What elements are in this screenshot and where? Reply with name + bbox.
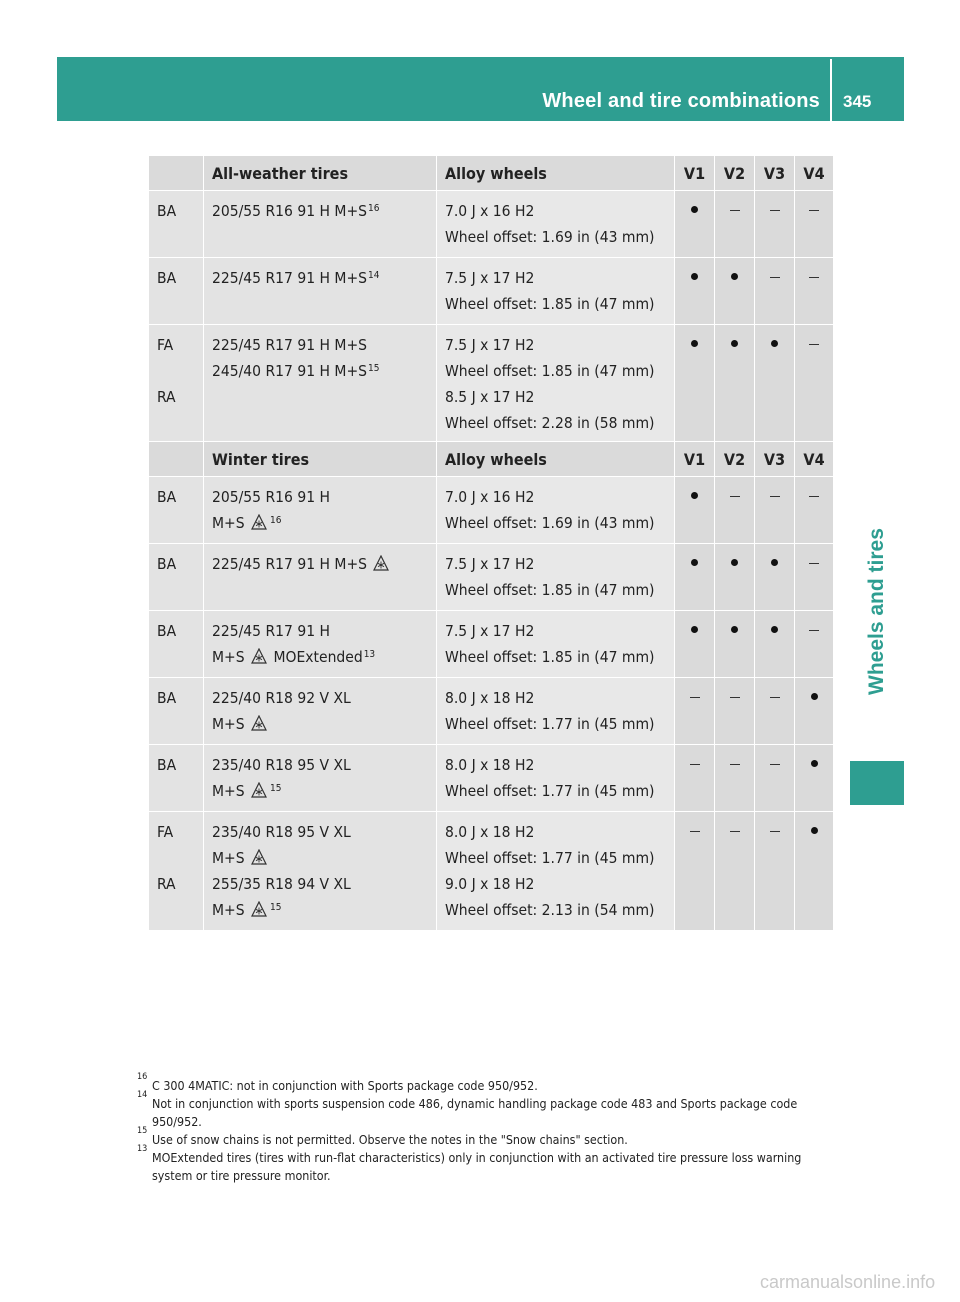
header-position bbox=[149, 156, 204, 191]
not-applicable-dash bbox=[809, 210, 819, 211]
not-applicable-dash bbox=[770, 210, 780, 211]
tire-line bbox=[212, 265, 428, 291]
not-applicable-dash bbox=[809, 563, 819, 564]
header-title: Wheel and tire combinations bbox=[542, 90, 820, 112]
wheel-size: 7.0 J x 16 H2 bbox=[445, 488, 535, 506]
tire-line bbox=[212, 332, 428, 358]
v2-cell bbox=[715, 477, 755, 544]
v2-cell bbox=[715, 812, 755, 931]
side-tab-block bbox=[850, 761, 904, 805]
axle-position: RA bbox=[157, 388, 176, 406]
wheel-size: 8.0 J x 18 H2 bbox=[445, 823, 535, 841]
not-applicable-dash bbox=[809, 630, 819, 631]
tire-size-cell bbox=[204, 258, 437, 325]
v4-cell bbox=[795, 325, 834, 444]
tire-size-text: 225/40 R18 92 V XL bbox=[212, 689, 351, 707]
axle-position: BA bbox=[157, 269, 177, 287]
axle-position-cell bbox=[149, 745, 204, 812]
not-applicable-dash bbox=[690, 697, 700, 698]
tire-size-text: M+S bbox=[212, 648, 245, 666]
tire-size-cell bbox=[204, 544, 437, 611]
header-v3: V3 bbox=[755, 156, 795, 191]
wheel-offset: Wheel offset: 1.85 in (47 mm) bbox=[445, 648, 655, 666]
wheel-spec-cell bbox=[437, 325, 675, 444]
wheel-spec-cell bbox=[437, 812, 675, 931]
tire-line bbox=[212, 819, 428, 845]
wheel-spec-cell bbox=[437, 191, 675, 258]
snowflake-mountain-icon bbox=[251, 899, 267, 915]
table-row bbox=[149, 191, 834, 258]
not-applicable-dash bbox=[690, 764, 700, 765]
side-section-label: Wheels and tires bbox=[865, 528, 888, 695]
wheel-offset: Wheel offset: 2.28 in (58 mm) bbox=[445, 414, 655, 432]
page-number: 345 bbox=[843, 92, 872, 111]
v3-cell bbox=[755, 745, 795, 812]
wheel-offset: Wheel offset: 1.77 in (45 mm) bbox=[445, 715, 655, 733]
tire-line bbox=[212, 845, 428, 871]
not-applicable-dash bbox=[770, 697, 780, 698]
tire-size-text: 225/45 R17 91 H M+S bbox=[212, 555, 367, 573]
header-position bbox=[149, 442, 204, 477]
fits-dot bbox=[691, 492, 698, 499]
wheel-size: 7.5 J x 17 H2 bbox=[445, 555, 535, 573]
footnote-ref: 13 bbox=[363, 649, 376, 660]
tire-size-text: 255/35 R18 94 V XL bbox=[212, 875, 351, 893]
footnote-ref: 14 bbox=[368, 270, 380, 281]
header-divider bbox=[830, 59, 832, 121]
table-header-row bbox=[149, 442, 834, 477]
tire-line bbox=[212, 618, 428, 644]
v2-cell bbox=[715, 745, 755, 812]
tire-size-text: M+S bbox=[212, 514, 245, 532]
v4-cell bbox=[795, 258, 834, 325]
axle-position-cell bbox=[149, 678, 204, 745]
tire-size-text: 235/40 R18 95 V XL bbox=[212, 823, 351, 841]
not-applicable-dash bbox=[730, 764, 740, 765]
axle-position: FA bbox=[157, 823, 174, 841]
tire-size-cell bbox=[204, 191, 437, 258]
tire-line bbox=[212, 778, 428, 804]
fits-dot bbox=[731, 340, 738, 347]
header-wheels: Alloy wheels bbox=[437, 156, 675, 191]
tire-line bbox=[212, 198, 428, 224]
footnote-number: 15 bbox=[137, 1126, 148, 1136]
footnote-ref: 16 bbox=[368, 203, 380, 214]
page-header bbox=[57, 57, 904, 121]
tire-size-cell bbox=[204, 477, 437, 544]
footnote-ref: 16 bbox=[270, 515, 282, 526]
tire-size-cell bbox=[204, 678, 437, 745]
footnote-number: 14 bbox=[137, 1090, 148, 1100]
watermark: carmanualsonline.info bbox=[760, 1272, 936, 1292]
axle-position: BA bbox=[157, 622, 177, 640]
axle-position: BA bbox=[157, 555, 177, 573]
v1-cell bbox=[675, 258, 715, 325]
table-row bbox=[149, 812, 834, 931]
axle-position-cell bbox=[149, 611, 204, 678]
header-v1: V1 bbox=[675, 156, 715, 191]
footnote-text: C 300 4MATIC: not in conjunction with Sports package code 950/952. bbox=[152, 1078, 538, 1093]
snowflake-mountain-icon bbox=[251, 713, 267, 729]
v4-cell bbox=[795, 678, 834, 745]
wheel-size: 7.5 J x 17 H2 bbox=[445, 269, 535, 287]
v3-cell bbox=[755, 325, 795, 444]
v4-cell bbox=[795, 477, 834, 544]
tire-size-text: M+S bbox=[212, 782, 245, 800]
not-applicable-dash bbox=[770, 831, 780, 832]
wheel-size: 9.0 J x 18 H2 bbox=[445, 875, 535, 893]
table-row bbox=[149, 611, 834, 678]
wheel-offset: Wheel offset: 1.85 in (47 mm) bbox=[445, 362, 655, 380]
footnote-ref: 15 bbox=[368, 363, 380, 374]
tire-line bbox=[212, 358, 428, 384]
table-row bbox=[149, 258, 834, 325]
footnote bbox=[137, 1072, 837, 1095]
wheel-offset: Wheel offset: 2.13 in (54 mm) bbox=[445, 901, 655, 919]
tire-size-text: 225/45 R17 91 H M+S bbox=[212, 336, 367, 354]
winter-tires-table bbox=[148, 441, 834, 931]
v2-cell bbox=[715, 611, 755, 678]
header-wheels: Alloy wheels bbox=[437, 442, 675, 477]
tire-line bbox=[212, 752, 428, 778]
tire-size-text: 225/45 R17 91 H M+S bbox=[212, 269, 367, 287]
v4-cell bbox=[795, 544, 834, 611]
axle-position-cell bbox=[149, 191, 204, 258]
table-row bbox=[149, 745, 834, 812]
not-applicable-dash bbox=[690, 831, 700, 832]
footnote bbox=[137, 1090, 837, 1131]
all-weather-tires-table bbox=[148, 155, 834, 444]
header-tires: All-weather tires bbox=[204, 156, 437, 191]
not-applicable-dash bbox=[730, 496, 740, 497]
wheel-size: 8.5 J x 17 H2 bbox=[445, 388, 535, 406]
wheel-spec-cell bbox=[437, 745, 675, 812]
axle-position: BA bbox=[157, 756, 177, 774]
table-header-row bbox=[149, 156, 834, 191]
not-applicable-dash bbox=[730, 210, 740, 211]
wheel-size: 7.0 J x 16 H2 bbox=[445, 202, 535, 220]
footnote bbox=[137, 1126, 837, 1149]
footnote-ref: 15 bbox=[270, 783, 282, 794]
fits-dot bbox=[691, 206, 698, 213]
fits-dot bbox=[731, 626, 738, 633]
v1-cell bbox=[675, 611, 715, 678]
header-v4: V4 bbox=[795, 156, 834, 191]
tire-line bbox=[212, 644, 428, 670]
v4-cell bbox=[795, 191, 834, 258]
not-applicable-dash bbox=[809, 277, 819, 278]
wheel-offset: Wheel offset: 1.85 in (47 mm) bbox=[445, 295, 655, 313]
v3-cell bbox=[755, 191, 795, 258]
snowflake-mountain-icon bbox=[251, 780, 267, 796]
snowflake-mountain-icon bbox=[251, 512, 267, 528]
header-v4: V4 bbox=[795, 442, 834, 477]
fits-dot bbox=[811, 760, 818, 767]
footnote-text: MOExtended tires (tires with run-flat characteristics) only in conjunction with an activated tire pressure loss warning system or tire pressure monitor. bbox=[152, 1150, 802, 1183]
v3-cell bbox=[755, 611, 795, 678]
v3-cell bbox=[755, 812, 795, 931]
tire-extra-text: MOExtended bbox=[273, 648, 363, 666]
not-applicable-dash bbox=[770, 764, 780, 765]
wheel-spec-cell bbox=[437, 611, 675, 678]
v4-cell bbox=[795, 611, 834, 678]
wheel-spec-cell bbox=[437, 544, 675, 611]
not-applicable-dash bbox=[809, 496, 819, 497]
wheel-size: 8.0 J x 18 H2 bbox=[445, 689, 535, 707]
footnote bbox=[137, 1144, 837, 1185]
axle-position: BA bbox=[157, 689, 177, 707]
v4-cell bbox=[795, 812, 834, 931]
wheel-offset: Wheel offset: 1.85 in (47 mm) bbox=[445, 581, 655, 599]
footnote-number: 13 bbox=[137, 1144, 148, 1154]
tire-size-cell bbox=[204, 325, 437, 444]
footnotes bbox=[137, 1072, 837, 1185]
wheel-offset: Wheel offset: 1.77 in (45 mm) bbox=[445, 782, 655, 800]
not-applicable-dash bbox=[809, 344, 819, 345]
tire-size-text: 245/40 R17 91 H M+S bbox=[212, 362, 367, 380]
table-row bbox=[149, 325, 834, 444]
tire-line bbox=[212, 551, 428, 577]
v3-cell bbox=[755, 678, 795, 745]
wheel-spec-cell bbox=[437, 477, 675, 544]
footnote-ref: 15 bbox=[270, 902, 282, 913]
tire-size-text: 205/55 R16 91 H bbox=[212, 488, 330, 506]
tire-line bbox=[212, 897, 428, 923]
axle-position: BA bbox=[157, 488, 177, 506]
wheel-size: 8.0 J x 18 H2 bbox=[445, 756, 535, 774]
tire-size-text: 235/40 R18 95 V XL bbox=[212, 756, 351, 774]
fits-dot bbox=[691, 626, 698, 633]
v2-cell bbox=[715, 325, 755, 444]
fits-dot bbox=[811, 693, 818, 700]
tire-line bbox=[212, 685, 428, 711]
axle-position: RA bbox=[157, 875, 176, 893]
wheel-offset: Wheel offset: 1.69 in (43 mm) bbox=[445, 228, 655, 246]
tire-size-text: M+S bbox=[212, 715, 245, 733]
v2-cell bbox=[715, 678, 755, 745]
snowflake-mountain-icon bbox=[251, 847, 267, 863]
v1-cell bbox=[675, 191, 715, 258]
tire-size-text: M+S bbox=[212, 849, 245, 867]
wheel-size: 7.5 J x 17 H2 bbox=[445, 622, 535, 640]
v1-cell bbox=[675, 678, 715, 745]
v4-cell bbox=[795, 745, 834, 812]
wheel-size: 7.5 J x 17 H2 bbox=[445, 336, 535, 354]
position-gap bbox=[157, 845, 195, 871]
axle-position-cell bbox=[149, 477, 204, 544]
axle-position: BA bbox=[157, 202, 177, 220]
header-v3: V3 bbox=[755, 442, 795, 477]
v3-cell bbox=[755, 258, 795, 325]
tire-size-text: M+S bbox=[212, 901, 245, 919]
footnote-text: Use of snow chains is not permitted. Observe the notes in the "Snow chains" section. bbox=[152, 1132, 628, 1147]
table-row bbox=[149, 477, 834, 544]
v1-cell bbox=[675, 812, 715, 931]
v1-cell bbox=[675, 325, 715, 444]
footnote-text: Not in conjunction with sports suspension code 486, dynamic handling package code 483 and Sports package code 950/952. bbox=[152, 1096, 798, 1129]
wheel-offset: Wheel offset: 1.77 in (45 mm) bbox=[445, 849, 655, 867]
footnote-number: 16 bbox=[137, 1072, 148, 1082]
v1-cell bbox=[675, 477, 715, 544]
v1-cell bbox=[675, 544, 715, 611]
v1-cell bbox=[675, 745, 715, 812]
wheel-offset: Wheel offset: 1.69 in (43 mm) bbox=[445, 514, 655, 532]
tire-line bbox=[212, 711, 428, 737]
fits-dot bbox=[771, 626, 778, 633]
tire-size-cell bbox=[204, 611, 437, 678]
tire-line bbox=[212, 871, 428, 897]
table-body bbox=[149, 191, 834, 444]
tire-line bbox=[212, 484, 428, 510]
not-applicable-dash bbox=[770, 496, 780, 497]
snowflake-mountain-icon bbox=[251, 646, 267, 662]
not-applicable-dash bbox=[730, 697, 740, 698]
not-applicable-dash bbox=[770, 277, 780, 278]
v2-cell bbox=[715, 258, 755, 325]
v2-cell bbox=[715, 191, 755, 258]
fits-dot bbox=[691, 559, 698, 566]
axle-position-cell bbox=[149, 812, 204, 931]
header-v2: V2 bbox=[715, 156, 755, 191]
fits-dot bbox=[771, 559, 778, 566]
position-gap bbox=[157, 358, 195, 384]
header-v2: V2 bbox=[715, 442, 755, 477]
axle-position-cell bbox=[149, 258, 204, 325]
header-tires: Winter tires bbox=[204, 442, 437, 477]
fits-dot bbox=[811, 827, 818, 834]
axle-position-cell bbox=[149, 325, 204, 444]
v3-cell bbox=[755, 477, 795, 544]
tire-size-cell bbox=[204, 812, 437, 931]
fits-dot bbox=[731, 273, 738, 280]
v3-cell bbox=[755, 544, 795, 611]
wheel-spec-cell bbox=[437, 258, 675, 325]
wheel-spec-cell bbox=[437, 678, 675, 745]
header-v1: V1 bbox=[675, 442, 715, 477]
fits-dot bbox=[691, 273, 698, 280]
fits-dot bbox=[771, 340, 778, 347]
v2-cell bbox=[715, 544, 755, 611]
tire-size-text: 205/55 R16 91 H M+S bbox=[212, 202, 367, 220]
tire-line bbox=[212, 510, 428, 536]
fits-dot bbox=[731, 559, 738, 566]
snowflake-mountain-icon bbox=[373, 553, 389, 569]
tire-size-text: 225/45 R17 91 H bbox=[212, 622, 330, 640]
not-applicable-dash bbox=[730, 831, 740, 832]
tire-size-cell bbox=[204, 745, 437, 812]
table-row bbox=[149, 678, 834, 745]
table-body bbox=[149, 477, 834, 931]
axle-position-cell bbox=[149, 544, 204, 611]
fits-dot bbox=[691, 340, 698, 347]
axle-position: FA bbox=[157, 336, 174, 354]
table-row bbox=[149, 544, 834, 611]
